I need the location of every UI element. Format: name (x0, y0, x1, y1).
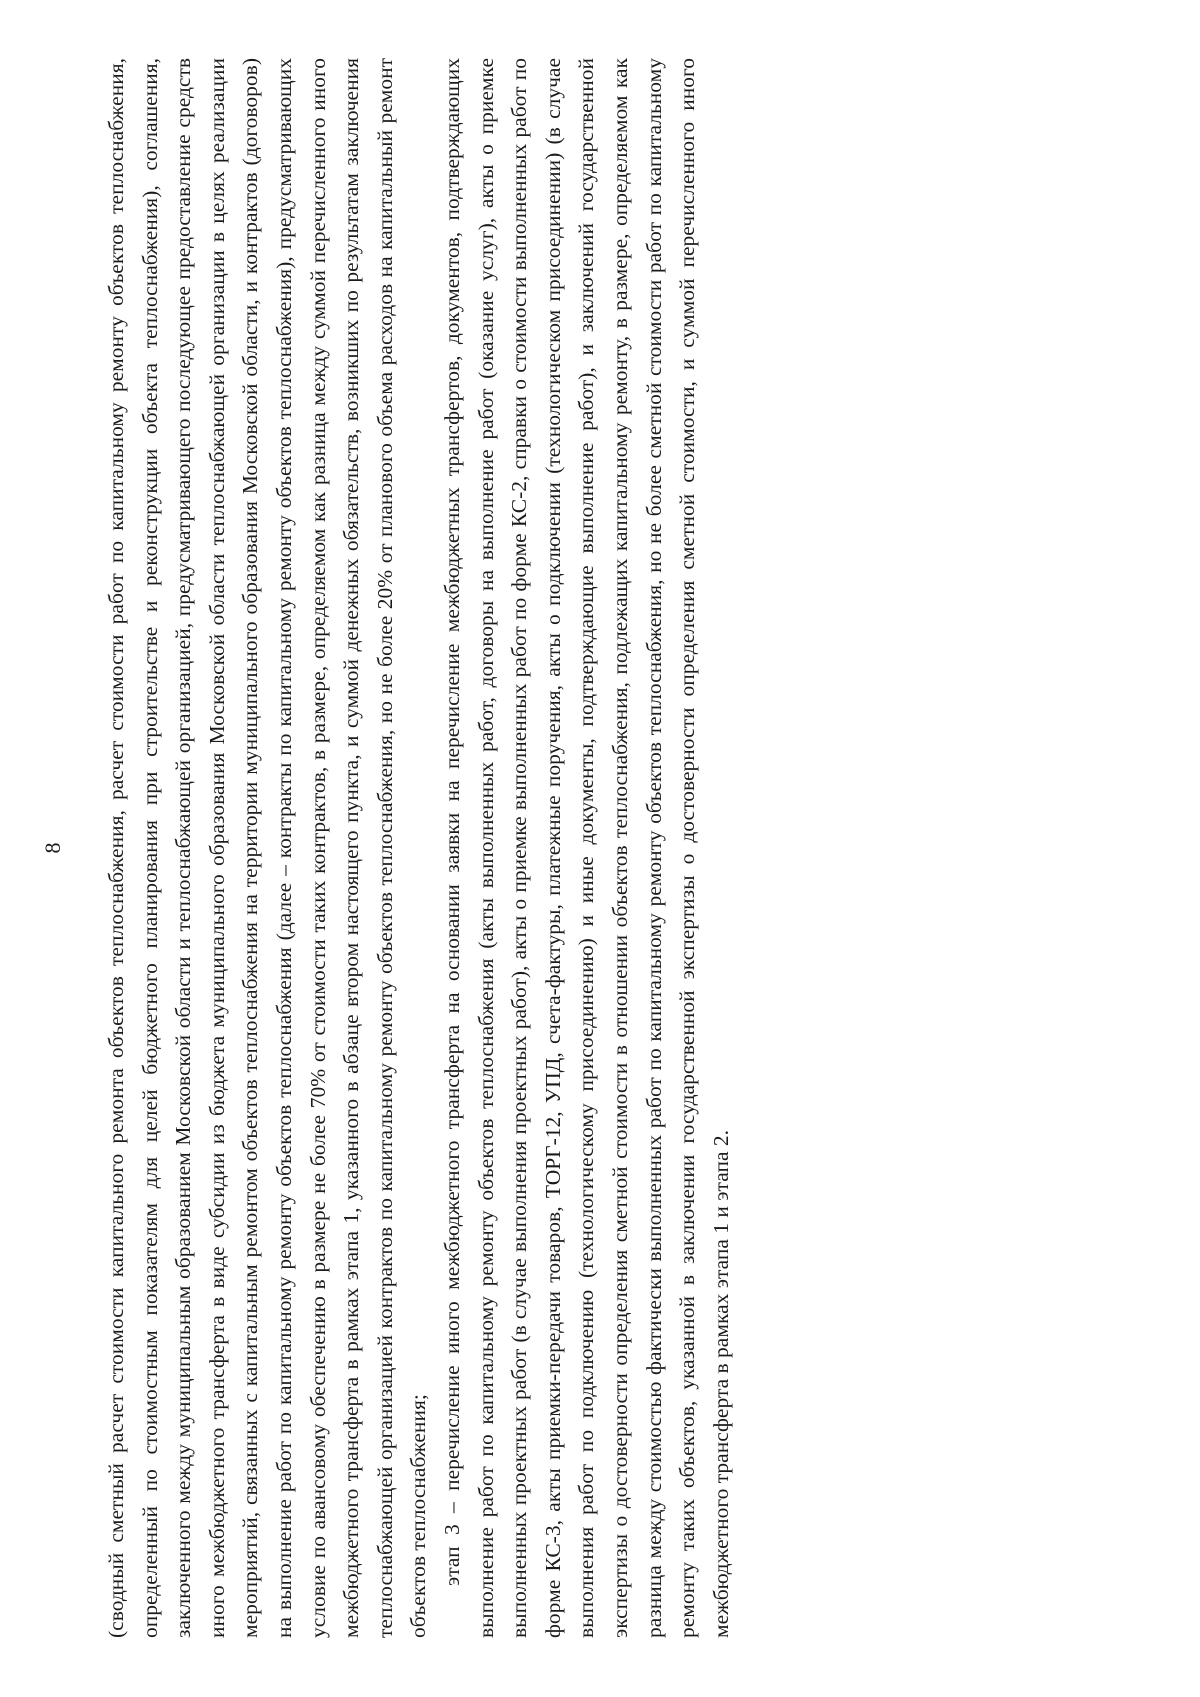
page-number: 8 (40, 842, 65, 854)
paragraph-stage-2-continuation: (сводный сметный расчет стоимости капитального ремонта объектов теплоснабжения, расчет стоимости работ по капитальному ремонту объектов теплоснабжения, определенный по стоимостным показателям для целей бюджетного планирования при строительстве и реконструкции объекта теплоснабжения), соглашения, заключенного между муниципальным образованием Московской области и теплоснабжающей организацией, предусматривающего последующее предоставление средств иного межбюджетного трансферта в виде субсидии из бюджета муниципального образования Московской области теплоснабжающей организации в целях реализации мероприятий, связанных с капитальным ремонтом объектов теплоснабжения на территории муниципального образования Московской области, и контрактов (договоров) на выполнение работ по капитальному ремонту объектов теплоснабжения (далее – контракты по капитальному ремонту объектов теплоснабжения), предусматривающих условие по авансовому обеспечению в размере не более 70% от стоимости таких контрактов, в размере, определяемом как разница между суммой перечисленного иного межбюджетного трансферта в рамках этапа 1, указанного в абзаце втором настоящего пункта, и суммой денежных обязательств, возникших по результатам заключения теплоснабжающей организацией контрактов по капитальному ремонту объектов теплоснабжения, но не более 20% от планового объема расходов на капитальный ремонт объектов теплоснабжения; (104, 58, 431, 1638)
paragraph-stage-3: этап 3 – перечисление иного межбюджетного трансферта на основании заявки на перечисление межбюджетных трансфертов, документов, подтверждающих выполнение работ по капитальному ремонту объектов теплоснабжения (акты выполненных работ, договоры на выполнение работ (оказание услуг), акты о приемке выполненных проектных работ (в случае выполнения проектных работ), акты о приемке выполненных работ по форме КС-2, справки о стоимости выполненных работ по форме КС-3, акты приемки-передачи товаров, ТОРГ-12, УПД, счета-фактуры, платежные поручения, акты о подключении (технологическом присоединении) (в случае выполнения работ по подключению (технологическому присоединению) и иные документы, подтверждающие выполнение работ), и заключений государственной экспертизы о достоверности определения сметной стоимости в отношении объектов теплоснабжения, подлежащих капитальному ремонту, в размере, определяемом как разница между стоимостью фактически выполненных работ по капитальному ремонту объектов теплоснабжения, но не более сметной стоимости работ по капитальному ремонту таких объектов, указанной в заключении государственной экспертизы о достоверности определения сметной стоимости, и суммой перечисленного иного межбюджетного трансферта в рамках этапа 1 и этапа 2. (439, 58, 733, 1638)
rotated-text-block (40, 58, 1100, 1638)
